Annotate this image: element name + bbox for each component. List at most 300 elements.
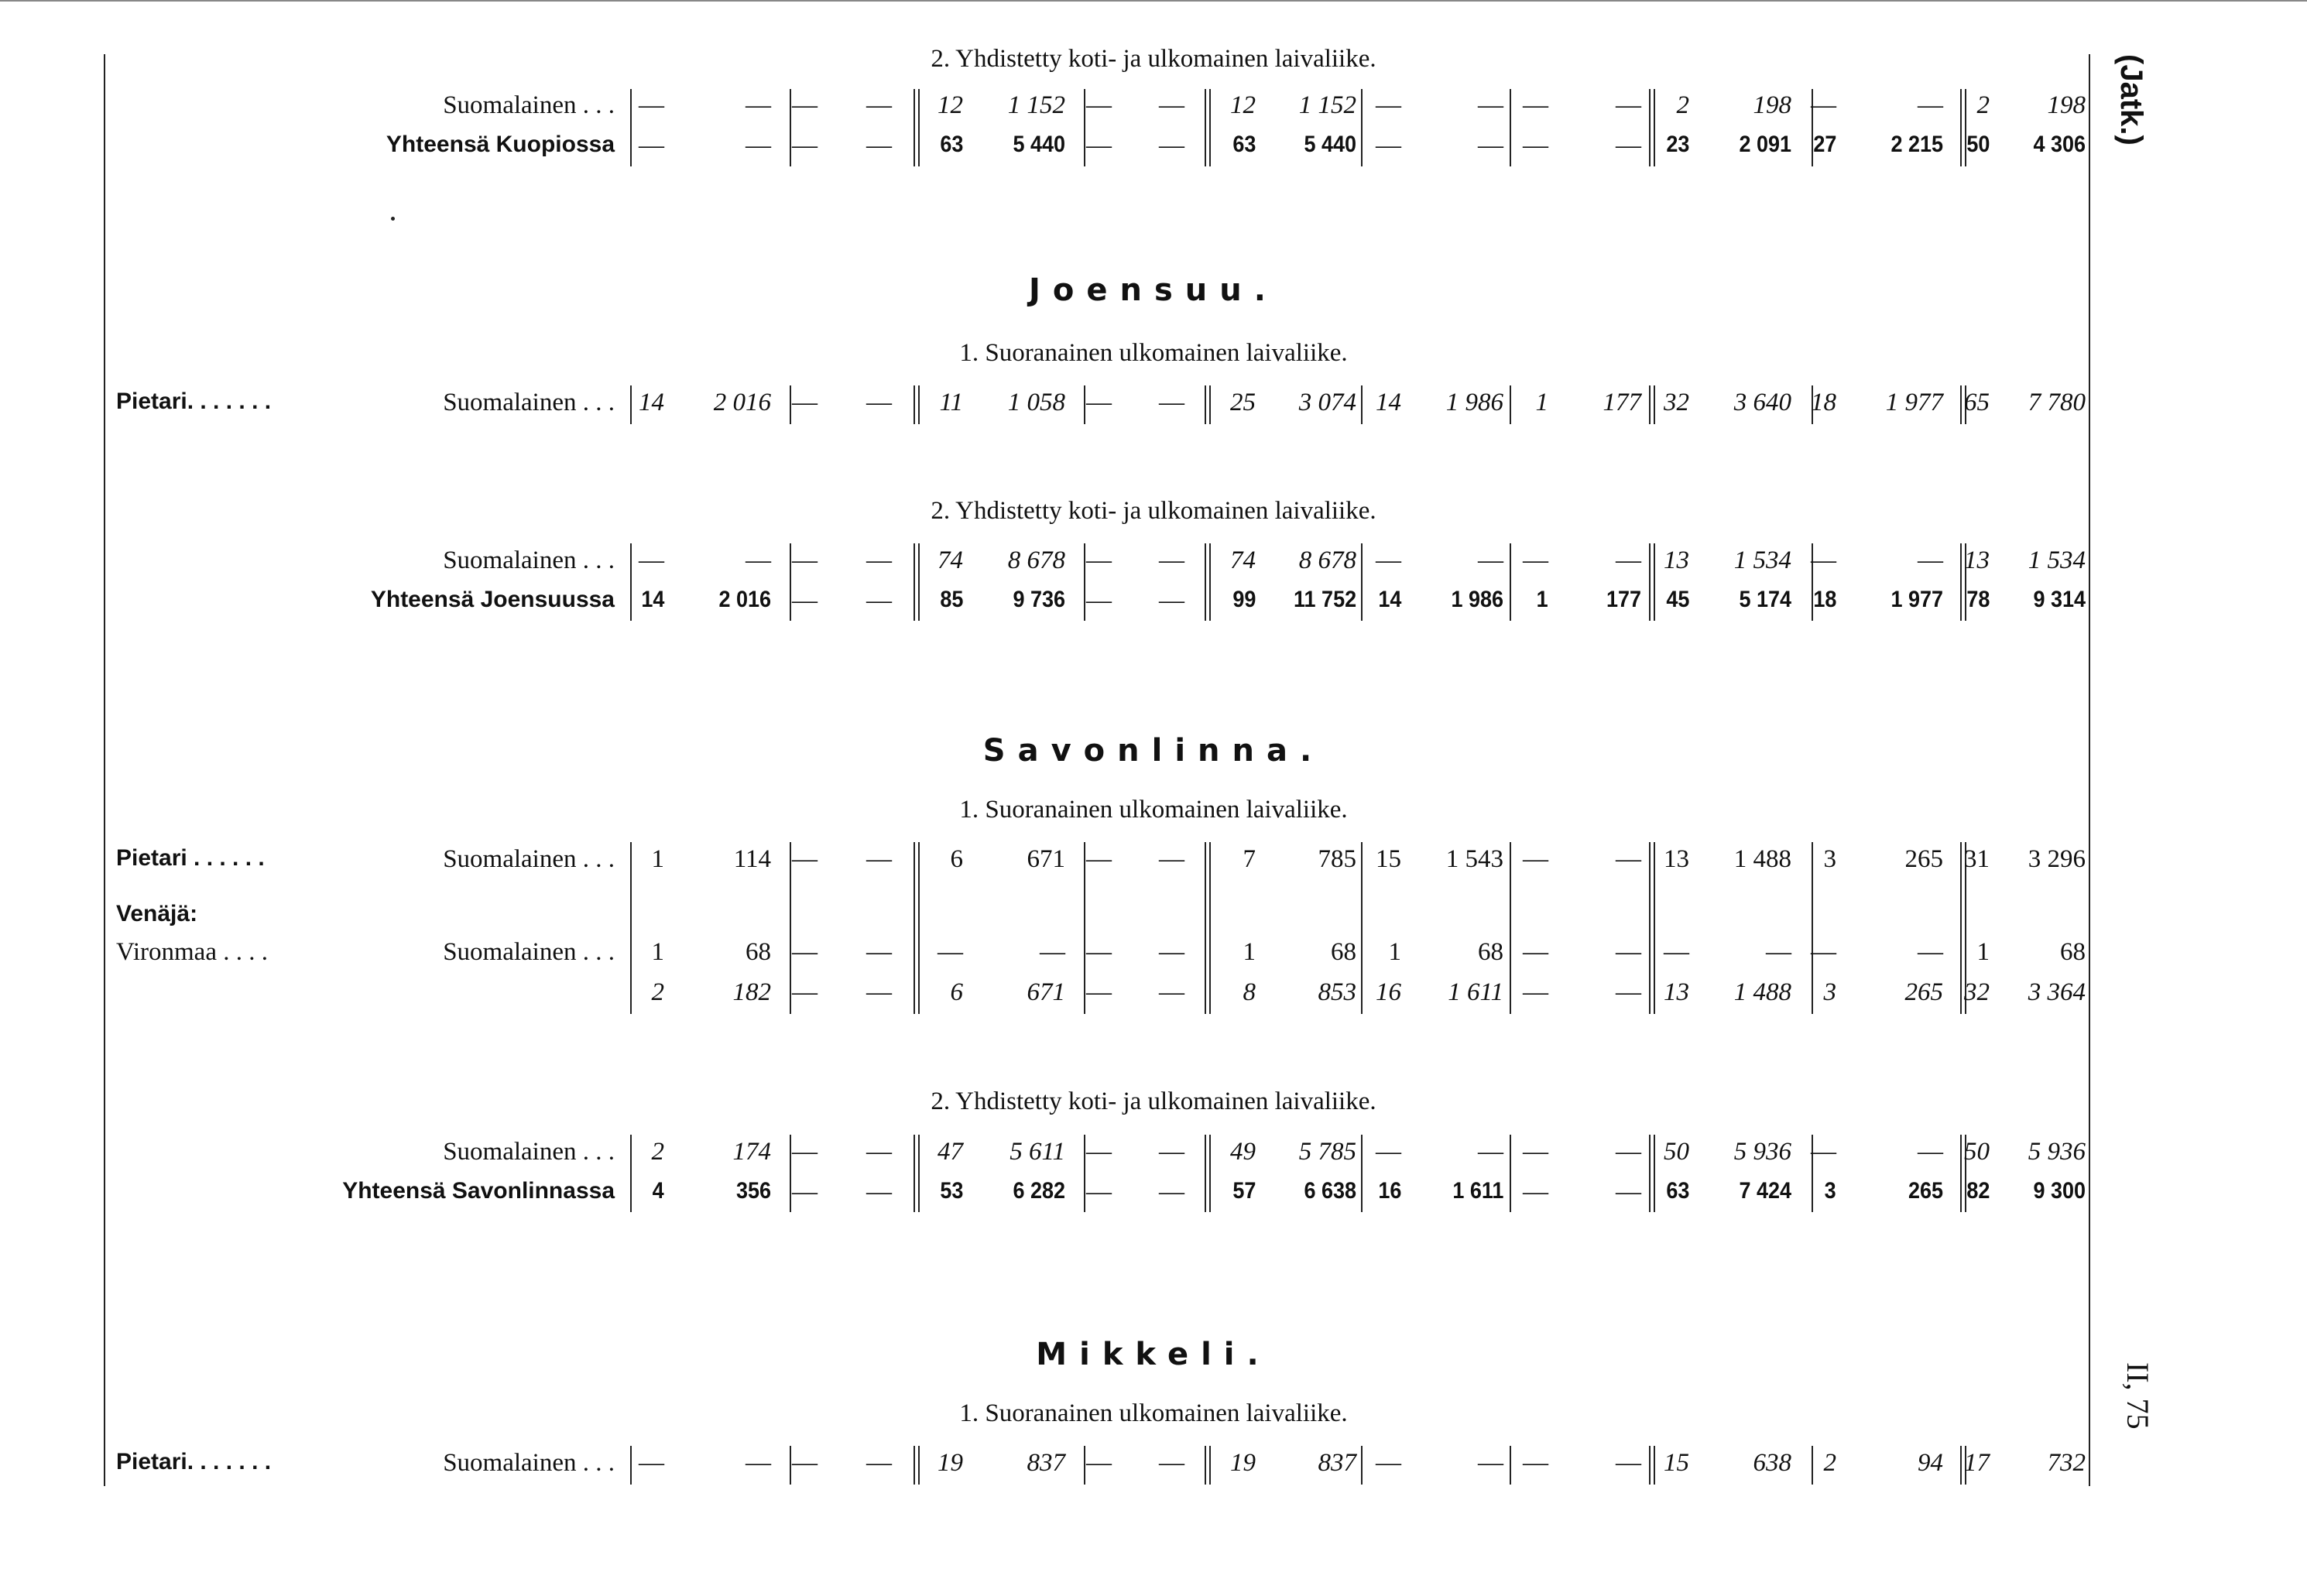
table-cell: 27: [1812, 132, 1836, 157]
table-cell: 65: [1964, 389, 1990, 416]
section-heading: 1. Suoranainen ulkomainen laivaliike.: [959, 339, 1348, 367]
table-cell: —: [866, 91, 892, 119]
table-cell: 74: [1230, 546, 1256, 574]
table-cell: —: [1159, 546, 1184, 574]
column-separator-double: [1654, 543, 1655, 621]
table-cell: —: [1159, 1178, 1184, 1206]
row-port-label: Pietari. . . . . . .: [116, 389, 272, 414]
table-cell: 13: [1664, 978, 1689, 1006]
table-cell: —: [1086, 845, 1112, 873]
table-cell: 57: [1232, 1178, 1256, 1204]
column-separator-double: [1654, 842, 1655, 1014]
table-cell: —: [1086, 938, 1112, 966]
table-cell: 1: [651, 845, 664, 873]
table-cell: 1 611: [1452, 1178, 1503, 1204]
column-separator-double: [918, 543, 920, 621]
table-cell: —: [1478, 546, 1503, 574]
table-cell: —: [1811, 546, 1836, 574]
table-cell: 265: [1904, 978, 1943, 1006]
table-cell: 32: [1964, 978, 1990, 1006]
column-separator: [1649, 1135, 1651, 1212]
table-cell: 13: [1964, 546, 1990, 574]
column-separator: [790, 1135, 791, 1212]
table-cell: 1 543: [1445, 845, 1503, 873]
table-cell: —: [746, 1449, 771, 1477]
table-cell: 53: [939, 1178, 963, 1204]
table-cell: —: [1523, 938, 1548, 966]
table-cell: —: [1616, 1449, 1641, 1477]
table-cell: 2: [651, 1138, 664, 1166]
table-cell: —: [866, 978, 892, 1006]
table-cell: 19: [1230, 1449, 1256, 1477]
table-cell: 12: [1230, 91, 1256, 119]
table-cell: 9 736: [1013, 587, 1065, 612]
table-cell: 6: [950, 978, 963, 1006]
table-cell: —: [1086, 389, 1112, 416]
table-cell: 182: [732, 978, 771, 1006]
table-cell: —: [1616, 978, 1641, 1006]
column-separator: [1361, 89, 1363, 166]
table-cell: 1 488: [1733, 978, 1791, 1006]
row-port-label: Pietari . . . . . .: [116, 845, 265, 871]
table-cell: —: [1086, 1449, 1112, 1477]
column-separator: [790, 385, 791, 424]
table-cell: 177: [1603, 389, 1641, 416]
table-cell: —: [1159, 978, 1184, 1006]
column-separator: [1649, 543, 1651, 621]
table-cell: —: [1523, 1138, 1548, 1166]
table-cell: —: [746, 91, 771, 119]
column-separator: [1361, 842, 1363, 1014]
table-cell: 16: [1377, 1178, 1401, 1204]
table-cell: 11: [939, 389, 963, 416]
table-cell: —: [1086, 587, 1112, 615]
table-cell: —: [1523, 1178, 1548, 1206]
table-cell: 1 488: [1733, 845, 1791, 873]
column-separator: [1510, 385, 1511, 424]
column-separator: [1205, 842, 1206, 1014]
column-separator: [1960, 1446, 1962, 1485]
table-cell: 5 611: [1010, 1138, 1065, 1166]
table-cell: 7: [1243, 845, 1256, 873]
table-cell: 50: [1664, 1138, 1689, 1166]
table-cell: —: [866, 389, 892, 416]
table-cell: —: [792, 978, 818, 1006]
table-cell: 114: [733, 845, 771, 873]
column-separator-double: [1209, 543, 1211, 621]
table-cell: 14: [640, 587, 664, 612]
table-cell: —: [792, 845, 818, 873]
column-separator: [630, 89, 632, 166]
column-separator: [1649, 385, 1651, 424]
table-cell: —: [1376, 91, 1401, 119]
table-cell: —: [1159, 845, 1184, 873]
row-label: Yhteensä Kuopiossa: [386, 132, 615, 157]
column-separator: [914, 842, 915, 1014]
table-cell: 14: [639, 389, 664, 416]
row-label: Yhteensä Joensuussa: [370, 587, 615, 612]
table-cell: —: [1664, 938, 1689, 966]
table-cell: 68: [1331, 938, 1356, 966]
table-cell: 17: [1964, 1449, 1990, 1477]
table-cell: 671: [1027, 978, 1065, 1006]
column-separator: [1084, 89, 1085, 166]
table-cell: 18: [1812, 587, 1836, 612]
column-separator: [1084, 842, 1085, 1014]
column-separator: [1361, 385, 1363, 424]
table-cell: —: [1159, 389, 1184, 416]
table-cell: —: [1478, 1138, 1503, 1166]
column-separator: [1960, 385, 1962, 424]
column-separator-double: [1209, 89, 1211, 166]
table-cell: —: [866, 938, 892, 966]
table-cell: —: [639, 91, 664, 119]
column-separator-double: [1209, 1135, 1211, 1212]
table-cell: 1: [1976, 938, 1990, 966]
column-separator: [1205, 385, 1206, 424]
column-separator-double: [1654, 1135, 1655, 1212]
table-cell: 3: [1823, 978, 1836, 1006]
table-cell: 18: [1811, 389, 1836, 416]
table-cell: —: [792, 91, 818, 119]
column-separator: [1084, 385, 1085, 424]
table-cell: 2 215: [1891, 132, 1943, 157]
table-cell: —: [866, 1138, 892, 1166]
table-cell: —: [792, 1449, 818, 1477]
column-separator: [1510, 543, 1511, 621]
table-cell: 50: [1966, 132, 1990, 157]
row-label: Suomalainen . . .: [443, 91, 615, 119]
table-cell: 3 364: [2028, 978, 2086, 1006]
table-cell: 1 611: [1448, 978, 1503, 1006]
table-cell: —: [866, 546, 892, 574]
table-cell: —: [866, 1449, 892, 1477]
table-cell: —: [1918, 938, 1943, 966]
table-cell: 638: [1753, 1449, 1791, 1477]
table-cell: 68: [2060, 938, 2086, 966]
column-separator: [630, 1446, 632, 1485]
city-title-mikkeli: Mikkeli.: [1036, 1337, 1271, 1372]
table-cell: —: [1616, 1178, 1641, 1206]
table-cell: 265: [1908, 1178, 1943, 1204]
table-cell: 13: [1664, 845, 1689, 873]
table-cell: 2 016: [713, 389, 771, 416]
table-cell: —: [1086, 978, 1112, 1006]
column-separator-double: [918, 842, 920, 1014]
table-cell: 1 058: [1007, 389, 1065, 416]
table-cell: —: [866, 1178, 892, 1206]
column-separator: [1812, 842, 1813, 1014]
table-cell: 82: [1966, 1178, 1990, 1204]
table-cell: —: [1523, 845, 1548, 873]
table-cell: 5 936: [2028, 1138, 2086, 1166]
table-cell: —: [1086, 1138, 1112, 1166]
column-separator-double: [1654, 1446, 1655, 1485]
table-cell: 853: [1318, 978, 1356, 1006]
table-cell: 9 300: [2033, 1178, 2086, 1204]
section-heading: 1. Suoranainen ulkomainen laivaliike.: [959, 796, 1348, 824]
table-cell: 94: [1918, 1449, 1943, 1477]
table-cell: —: [1616, 938, 1641, 966]
column-separator-double: [1654, 89, 1655, 166]
table-cell: 47: [938, 1138, 963, 1166]
table-cell: —: [792, 1138, 818, 1166]
table-cell: 1 977: [1885, 389, 1943, 416]
table-cell: —: [1086, 91, 1112, 119]
column-separator: [1205, 1446, 1206, 1485]
table-cell: 19: [938, 1449, 963, 1477]
table-cell: 198: [2047, 91, 2086, 119]
table-cell: 15: [1376, 845, 1401, 873]
table-cell: 1 986: [1451, 587, 1503, 612]
column-separator-double: [1209, 385, 1211, 424]
column-separator: [1510, 1135, 1511, 1212]
table-cell: 174: [732, 1138, 771, 1166]
table-cell: 50: [1964, 1138, 1990, 1166]
table-cell: 732: [2047, 1449, 2086, 1477]
table-cell: —: [1811, 938, 1836, 966]
table-cell: 63: [1665, 1178, 1689, 1204]
table-cell: 8 678: [1298, 546, 1356, 574]
table-cell: —: [746, 132, 771, 159]
table-cell: 63: [1232, 132, 1256, 157]
table-cell: 3 640: [1733, 389, 1791, 416]
table-cell: 837: [1027, 1449, 1065, 1477]
table-cell: —: [1766, 938, 1791, 966]
table-cell: 3: [1824, 1178, 1836, 1204]
column-separator: [1205, 1135, 1206, 1212]
table-cell: —: [938, 938, 963, 966]
column-separator: [1649, 1446, 1651, 1485]
column-separator: [1812, 1446, 1813, 1485]
column-separator-double: [918, 1446, 920, 1485]
table-cell: —: [1086, 1178, 1112, 1206]
table-cell: 356: [735, 1178, 771, 1204]
right-border-line: [2089, 54, 2090, 1486]
table-cell: —: [866, 587, 892, 615]
table-cell: —: [792, 1178, 818, 1206]
table-cell: 5 785: [1298, 1138, 1356, 1166]
table-cell: 49: [1230, 1138, 1256, 1166]
table-cell: 5 440: [1013, 132, 1065, 157]
table-cell: 6 282: [1013, 1178, 1065, 1204]
column-separator: [1361, 543, 1363, 621]
table-cell: —: [1616, 546, 1641, 574]
table-cell: 2: [1823, 1449, 1836, 1477]
table-cell: —: [866, 132, 892, 159]
row-label: Yhteensä Savonlinnassa: [342, 1178, 615, 1204]
column-separator: [914, 1135, 915, 1212]
table-cell: —: [1616, 132, 1641, 159]
column-separator: [1361, 1446, 1363, 1485]
table-cell: 68: [1478, 938, 1503, 966]
table-cell: 2 016: [718, 587, 771, 612]
table-cell: 1 977: [1891, 587, 1943, 612]
section-heading: 2. Yhdistetty koti- ja ulkomainen laivaliike.: [931, 497, 1376, 525]
column-separator: [790, 1446, 791, 1485]
table-cell: —: [639, 546, 664, 574]
table-cell: 7 780: [2028, 389, 2086, 416]
table-cell: —: [1159, 1138, 1184, 1166]
stray-dot: [391, 217, 395, 221]
column-separator: [1084, 543, 1085, 621]
table-cell: —: [1376, 546, 1401, 574]
table-cell: 11 752: [1293, 587, 1356, 612]
section-heading: 1. Suoranainen ulkomainen laivaliike.: [959, 1399, 1348, 1427]
table-cell: 177: [1606, 587, 1641, 612]
row-label: Suomalainen . . .: [443, 845, 615, 873]
column-separator: [630, 543, 632, 621]
table-cell: 265: [1904, 845, 1943, 873]
column-separator-double: [918, 1135, 920, 1212]
column-separator: [630, 385, 632, 424]
column-separator-double: [1209, 1446, 1211, 1485]
table-cell: —: [1918, 546, 1943, 574]
top-rule: [0, 0, 2307, 2]
column-separator: [1960, 842, 1962, 1014]
table-cell: 14: [1376, 389, 1401, 416]
table-cell: 2: [1976, 91, 1990, 119]
table-cell: —: [1523, 1449, 1548, 1477]
table-cell: 16: [1376, 978, 1401, 1006]
table-cell: 32: [1664, 389, 1689, 416]
column-separator-double: [918, 385, 920, 424]
table-cell: —: [1159, 1449, 1184, 1477]
table-cell: —: [1478, 132, 1503, 159]
row-label: Suomalainen . . .: [443, 1138, 615, 1166]
table-cell: —: [1918, 91, 1943, 119]
side-label-continued: (Jatk.): [2114, 54, 2148, 146]
table-cell: —: [866, 845, 892, 873]
column-separator-double: [1209, 842, 1211, 1014]
table-cell: —: [1523, 978, 1548, 1006]
table-cell: 31: [1964, 845, 1990, 873]
column-separator: [914, 543, 915, 621]
table-cell: 7 424: [1739, 1178, 1791, 1204]
table-cell: 837: [1318, 1449, 1356, 1477]
column-separator: [914, 1446, 915, 1485]
table-cell: 1 986: [1445, 389, 1503, 416]
row-port-label: Venäjä:: [116, 901, 198, 926]
table-cell: 1 152: [1298, 91, 1356, 119]
table-cell: —: [1376, 132, 1401, 159]
column-separator: [914, 89, 915, 166]
table-cell: 13: [1664, 546, 1689, 574]
column-separator: [1510, 1446, 1511, 1485]
table-cell: 5 936: [1733, 1138, 1791, 1166]
table-cell: 63: [939, 132, 963, 157]
table-cell: 1 534: [1733, 546, 1791, 574]
row-port-label: Vironmaa . . . .: [116, 938, 268, 966]
table-cell: 198: [1753, 91, 1791, 119]
side-label-page-number: II, 75: [2120, 1362, 2155, 1430]
table-cell: —: [639, 132, 664, 159]
table-cell: —: [792, 587, 818, 615]
table-cell: —: [1159, 938, 1184, 966]
table-cell: 14: [1377, 587, 1401, 612]
table-cell: —: [1040, 938, 1065, 966]
column-separator: [790, 543, 791, 621]
column-separator: [1510, 89, 1511, 166]
table-cell: 4: [652, 1178, 664, 1204]
table-cell: —: [1811, 91, 1836, 119]
table-cell: —: [792, 389, 818, 416]
column-separator: [1205, 543, 1206, 621]
table-cell: —: [1159, 587, 1184, 615]
table-cell: —: [1376, 1449, 1401, 1477]
column-separator: [1960, 89, 1962, 166]
table-cell: 785: [1318, 845, 1356, 873]
table-cell: 15: [1664, 1449, 1689, 1477]
table-cell: 1: [1535, 389, 1548, 416]
table-cell: 1: [1243, 938, 1256, 966]
table-cell: 2 091: [1739, 132, 1791, 157]
table-cell: 25: [1230, 389, 1256, 416]
left-border-line: [104, 54, 105, 1486]
table-cell: —: [1616, 845, 1641, 873]
table-cell: 1 152: [1007, 91, 1065, 119]
table-cell: —: [746, 546, 771, 574]
table-cell: —: [1523, 546, 1548, 574]
table-cell: 12: [938, 91, 963, 119]
table-cell: 85: [939, 587, 963, 612]
column-separator-double: [918, 89, 920, 166]
table-cell: —: [1811, 1138, 1836, 1166]
table-cell: 74: [938, 546, 963, 574]
table-cell: 68: [746, 938, 771, 966]
table-cell: —: [1478, 91, 1503, 119]
table-cell: 2: [651, 978, 664, 1006]
table-cell: 3 074: [1298, 389, 1356, 416]
table-cell: 3 296: [2028, 845, 2086, 873]
column-separator: [1084, 1135, 1085, 1212]
table-cell: —: [792, 938, 818, 966]
table-cell: 1: [1388, 938, 1401, 966]
column-separator: [1960, 543, 1962, 621]
column-separator: [630, 842, 632, 1014]
table-cell: 1 534: [2028, 546, 2086, 574]
city-title-savonlinna: Savonlinna.: [982, 733, 1325, 769]
table-cell: 1: [651, 938, 664, 966]
row-label: Suomalainen . . .: [443, 546, 615, 574]
table-cell: 99: [1232, 587, 1256, 612]
table-cell: 4 306: [2033, 132, 2086, 157]
column-separator: [790, 89, 791, 166]
table-cell: 78: [1966, 587, 1990, 612]
row-label: Suomalainen . . .: [443, 938, 615, 966]
table-cell: 8: [1243, 978, 1256, 1006]
table-cell: —: [1616, 1138, 1641, 1166]
column-separator: [790, 842, 791, 1014]
table-cell: 45: [1665, 587, 1689, 612]
table-cell: 671: [1027, 845, 1065, 873]
section-heading: 2. Yhdistetty koti- ja ulkomainen laivaliike.: [931, 45, 1376, 73]
table-cell: 2: [1676, 91, 1689, 119]
column-separator: [1510, 842, 1511, 1014]
table-cell: —: [639, 1449, 664, 1477]
column-separator-double: [1654, 385, 1655, 424]
table-cell: 1: [1536, 587, 1548, 612]
table-cell: 3: [1823, 845, 1836, 873]
column-separator: [630, 1135, 632, 1212]
city-title-joensuu: Joensuu.: [1029, 272, 1278, 308]
row-label: Suomalainen . . .: [443, 1449, 615, 1477]
section-heading: 2. Yhdistetty koti- ja ulkomainen laivaliike.: [931, 1087, 1376, 1115]
table-cell: 5 440: [1304, 132, 1356, 157]
table-cell: —: [1376, 1138, 1401, 1166]
column-separator: [1649, 842, 1651, 1014]
table-cell: —: [1523, 132, 1548, 159]
